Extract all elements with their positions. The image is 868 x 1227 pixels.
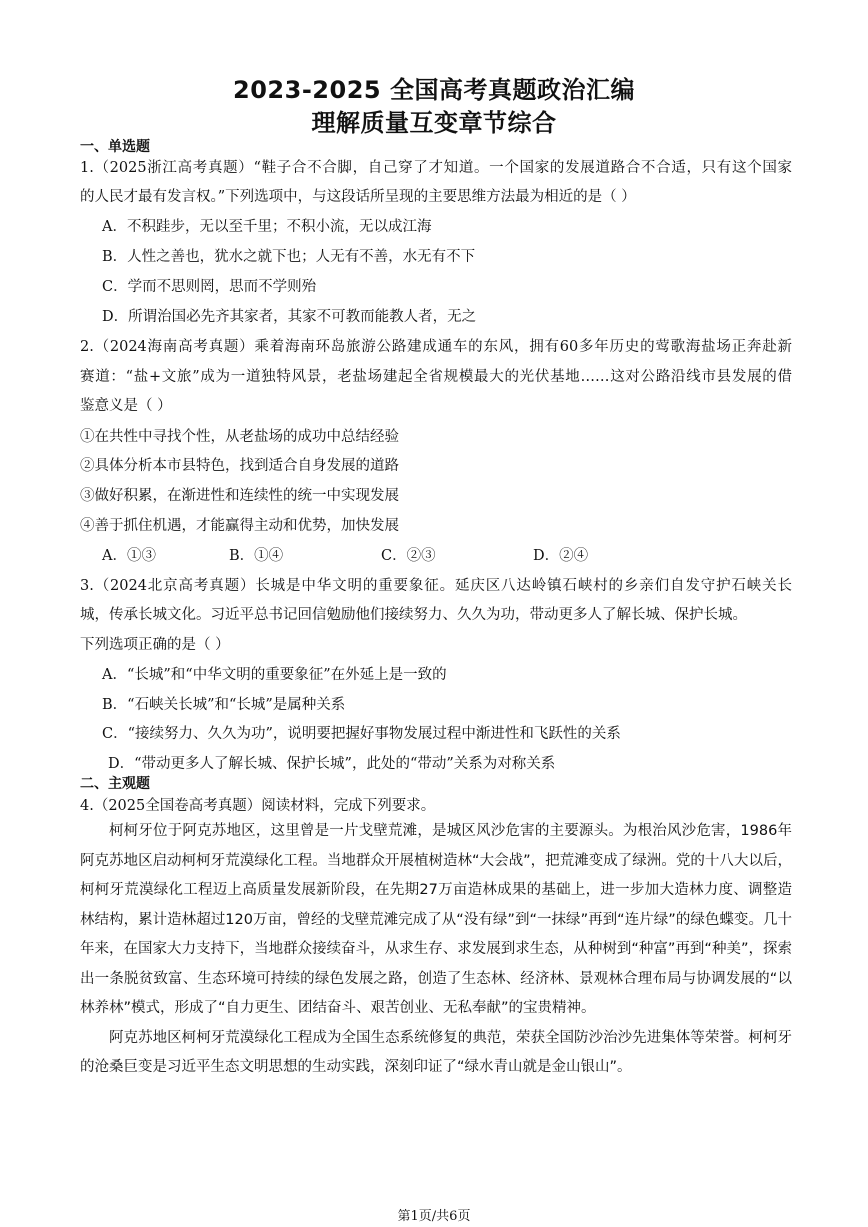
material-paragraph-1: 柯柯牙位于阿克苏地区，这里曾是一片戈壁荒滩，是城区风沙危害的主要源头。为根治风沙危害，1986年阿克苏地区启动柯柯牙荒漠绿化工程。当地群众开展植树造林“大会战”，把荒滩变成了绿洲。党的十八大以后，柯柯牙荒漠绿化工程迈上高质量发展新阶段，在先期27万亩造林成果的基础上，进一步加大造林力度、调整造林结构，累计造林超过120万亩，曾经的戈壁荒滩完成了从“没有绿”到“一抹绿”再到“连片绿”的绿色蝶变。几十年来，在国家大力支持下，当地群众接续奋斗，从求生存、求发展到求生态，从种树到“种富”再到“种美”，探索出一条脱贫致富、生态环境可持续的绿色发展之路，创造了生态林、经济林、景观林合理布局与协调发展的“以林养林”模式，形成了“自力更生、团结奋斗、艰苦创业、无私奉献”的宝贵精神。 — [80, 823, 792, 1016]
question-1-line-2: 的人民才最有发言权。”下列选项中，与这段话所呈现的主要思维方法最为相近的是（ ） — [80, 189, 636, 205]
question-2-line-2: 赛道：“盐+文旅”成为一道独特风景，老盐场建起全省规模最大的光伏基地……这对公路沿线市县发展的借 — [80, 369, 792, 385]
document-title: 2023-2025 全国高考真题政治汇编 — [233, 76, 635, 104]
question-1-option-d: D．所谓治国必先齐其家者，其家不可教而能教人者，无之 — [102, 309, 477, 325]
section-heading-single-choice: 一、单选题 — [80, 139, 150, 155]
question-3-option-c: C．“接续努力、久久为功”，说明要把握好事物发展过程中渐进性和飞跃性的关系 — [102, 726, 621, 742]
question-2-line-3: 鉴意义是（ ） — [80, 398, 172, 414]
question-3-option-b: B．“石峡关长城”和“长城”是属种关系 — [102, 697, 346, 713]
question-3-line-1: 3.（2024北京高考真题）长城是中华文明的重要象征。延庆区八达岭镇石峡村的乡亲们自发守护石峡关长 — [80, 578, 792, 594]
question-1-option-c: C．学而不思则罔，思而不学则殆 — [102, 279, 317, 295]
document-subtitle: 理解质量互变章节综合 — [311, 109, 557, 137]
question-2-statement-3: ③做好积累，在渐进性和连续性的统一中实现发展 — [80, 488, 399, 504]
material-paragraph-2: 阿克苏地区柯柯牙荒漠绿化工程成为全国生态系统修复的典范，荣获全国防沙治沙先进集体等荣誉。柯柯牙的沧桑巨变是习近平生态文明思想的生动实践，深刻印证了“绿水青山就是金山银山”。 — [80, 1029, 792, 1075]
question-2-line-1: 2.（2024海南高考真题）乘着海南环岛旅游公路建成通车的东风，拥有60多年历史的莺歌海盐场正奔赴新 — [80, 339, 792, 355]
question-4-material — [80, 817, 792, 1083]
question-3-line-2: 城，传承长城文化。习近平总书记回信勉励他们接续努力、久久为功，带动更多人了解长城、保护长城。 — [80, 607, 747, 623]
question-3-option-a: A．“长城”和“中华文明的重要象征”在外延上是一致的 — [102, 667, 447, 683]
question-2-statement-2: ②具体分析本市县特色，找到适合自身发展的道路 — [80, 458, 399, 474]
question-1-option-b: B．人性之善也，犹水之就下也；人无有不善，水无有不下 — [102, 249, 476, 265]
page-number: 第1页/共6页 — [397, 1209, 471, 1224]
section-heading-subjective: 二、主观题 — [80, 776, 150, 792]
question-2-option-a: A．①③ — [102, 548, 156, 564]
question-1-option-a: A．不积跬步，无以至千里；不积小流，无以成江海 — [102, 219, 432, 235]
question-3-line-3: 下列选项正确的是（ ） — [80, 637, 230, 653]
question-2-statement-4: ④善于抓住机遇，才能赢得主动和优势，加快发展 — [80, 518, 399, 534]
question-4-line-1: 4.（2025全国卷高考真题）阅读材料，完成下列要求。 — [80, 798, 436, 814]
question-2-option-c: C．②③ — [381, 548, 436, 564]
question-2-statement-1: ①在共性中寻找个性，从老盐场的成功中总结经验 — [80, 429, 399, 445]
question-2-option-b: B．①④ — [229, 548, 284, 564]
question-2-option-d: D．②④ — [533, 548, 589, 564]
question-1-line-1: 1.（2025浙江高考真题）“鞋子合不合脚，自己穿了才知道。一个国家的发展道路合不合适，只有这个国家 — [80, 160, 792, 176]
question-3-option-d: D．“带动更多人了解长城、保护长城”，此处的“带动”关系为对称关系 — [108, 756, 556, 772]
